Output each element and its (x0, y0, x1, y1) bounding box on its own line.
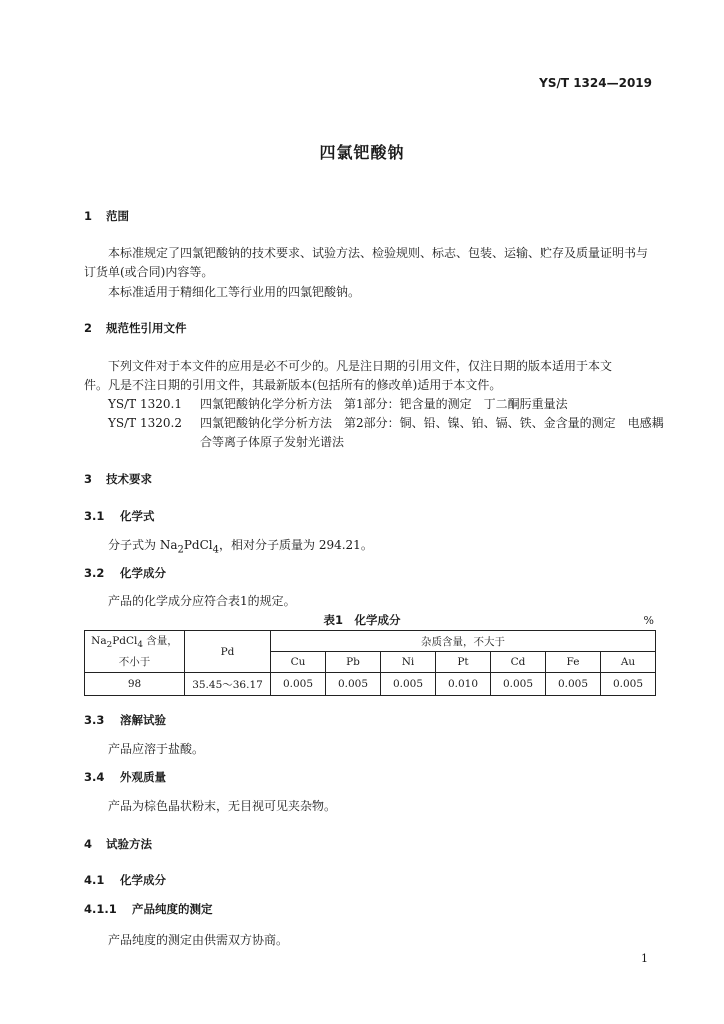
subscript: 2 (106, 640, 113, 651)
cell-value: 0.005 (601, 673, 656, 696)
header-element: Pb (326, 652, 381, 673)
subsection-3-1-heading (84, 508, 155, 524)
reference-title-continuation: 合等离子体原子发射光谱法 (200, 435, 345, 449)
header-element: Pt (436, 652, 491, 673)
text: Na (91, 635, 107, 648)
cell-value: 0.010 (436, 673, 491, 696)
section-title: 溶解试验 (120, 713, 166, 727)
header-pd: Pd (185, 631, 271, 673)
chemical-composition-table (84, 630, 656, 696)
paragraph-line: 下列文件对于本文件的应用是必不可少的。凡是注日期的引用文件，仅注日期的版本适用于本文 (108, 359, 613, 373)
paragraph-line: 件。凡是不注日期的引用文件，其最新版本(包括所有的修改单)适用于本文件。 (84, 378, 502, 392)
table-unit: % (643, 614, 654, 627)
section-number: 3.1 (84, 509, 105, 523)
section-title: 外观质量 (120, 770, 166, 784)
subscript: 2 (177, 544, 184, 556)
subscript: 4 (137, 640, 143, 651)
subsection-3-3-heading (84, 712, 166, 728)
section-3-heading (84, 471, 152, 487)
paragraph-line: 本标准规定了四氯钯酸钠的技术要求、试验方法、检验规则、标志、包装、运输、贮存及质量证明书与 (108, 246, 649, 260)
section-number: 4 (84, 837, 93, 851)
cell-value: 0.005 (491, 673, 546, 696)
chemical-formula-paragraph (108, 536, 373, 555)
section-number: 3.3 (84, 713, 105, 727)
paragraph: 产品的化学成分应符合表1的规定。 (108, 594, 296, 608)
section-number: 3.2 (84, 566, 105, 580)
section-number: 4.1 (84, 873, 105, 887)
paragraph: 产品为棕色晶状粉末，无目视可见夹杂物。 (108, 799, 337, 813)
section-1-heading (84, 208, 129, 224)
cell-pd: 35.45～36.17 (185, 673, 271, 696)
standard-code: YS/T 1324—2019 (539, 76, 652, 90)
table-title: 表1 化学成分 (323, 613, 401, 627)
text: 分子式为 Na (108, 538, 178, 552)
subsection-4-1-1-heading (84, 901, 213, 917)
header-element: Au (601, 652, 656, 673)
header-main-content (85, 631, 185, 673)
section-number: 3 (84, 472, 93, 486)
paragraph-line: 订货单(或合同)内容等。 (84, 265, 214, 279)
table-header-row (85, 631, 656, 652)
subsection-3-2-heading (84, 565, 166, 581)
table-row (85, 673, 656, 696)
reference-code: YS/T 1320.1 (108, 397, 182, 411)
header-element: Ni (381, 652, 436, 673)
document-title: 四氯钯酸钠 (319, 143, 405, 162)
section-title: 化学式 (120, 509, 155, 523)
reference-item (108, 395, 568, 412)
section-title: 范围 (106, 209, 129, 223)
section-title: 化学成分 (120, 566, 166, 580)
reference-title: 四氯钯酸钠化学分析方法 第1部分：钯含量的测定 丁二酮肟重量法 (200, 397, 568, 411)
subsection-4-1-heading (84, 872, 166, 888)
reference-title: 四氯钯酸钠化学分析方法 第2部分：铜、铅、镍、铂、镉、铁、金含量的测定 电感耦 (200, 416, 664, 430)
cell-value: 0.005 (271, 673, 326, 696)
section-number: 2 (84, 321, 93, 335)
text: 含量， (142, 635, 178, 648)
paragraph: 本标准适用于精细化工等行业用的四氯钯酸钠。 (108, 285, 361, 299)
reference-code: YS/T 1320.2 (108, 416, 182, 430)
subsection-3-4-heading (84, 769, 166, 785)
section-title: 化学成分 (120, 873, 166, 887)
text: ，相对分子质量为 294.21。 (219, 538, 373, 552)
cell-value: 0.005 (326, 673, 381, 696)
section-number: 1 (84, 209, 93, 223)
text: PdCl (112, 635, 138, 648)
header-element: Cd (491, 652, 546, 673)
section-number: 4.1.1 (84, 902, 117, 916)
reference-item (108, 414, 664, 431)
section-title: 产品纯度的测定 (132, 902, 213, 916)
text: 不小于 (118, 655, 151, 668)
header-impurity: 杂质含量，不大于 (271, 631, 656, 652)
paragraph: 产品纯度的测定由供需双方协商。 (108, 933, 289, 947)
cell-main-content: 98 (85, 673, 185, 696)
header-element: Cu (271, 652, 326, 673)
section-title: 试验方法 (106, 837, 152, 851)
text: PdCl (183, 538, 213, 552)
section-number: 3.4 (84, 770, 105, 784)
header-element: Fe (546, 652, 601, 673)
section-4-heading (84, 836, 152, 852)
cell-value: 0.005 (546, 673, 601, 696)
cell-value: 0.005 (381, 673, 436, 696)
section-title: 规范性引用文件 (106, 321, 187, 335)
section-title: 技术要求 (106, 472, 152, 486)
section-2-heading (84, 320, 187, 336)
subscript: 4 (212, 544, 220, 556)
page-number: 1 (641, 952, 648, 965)
paragraph: 产品应溶于盐酸。 (108, 742, 205, 756)
